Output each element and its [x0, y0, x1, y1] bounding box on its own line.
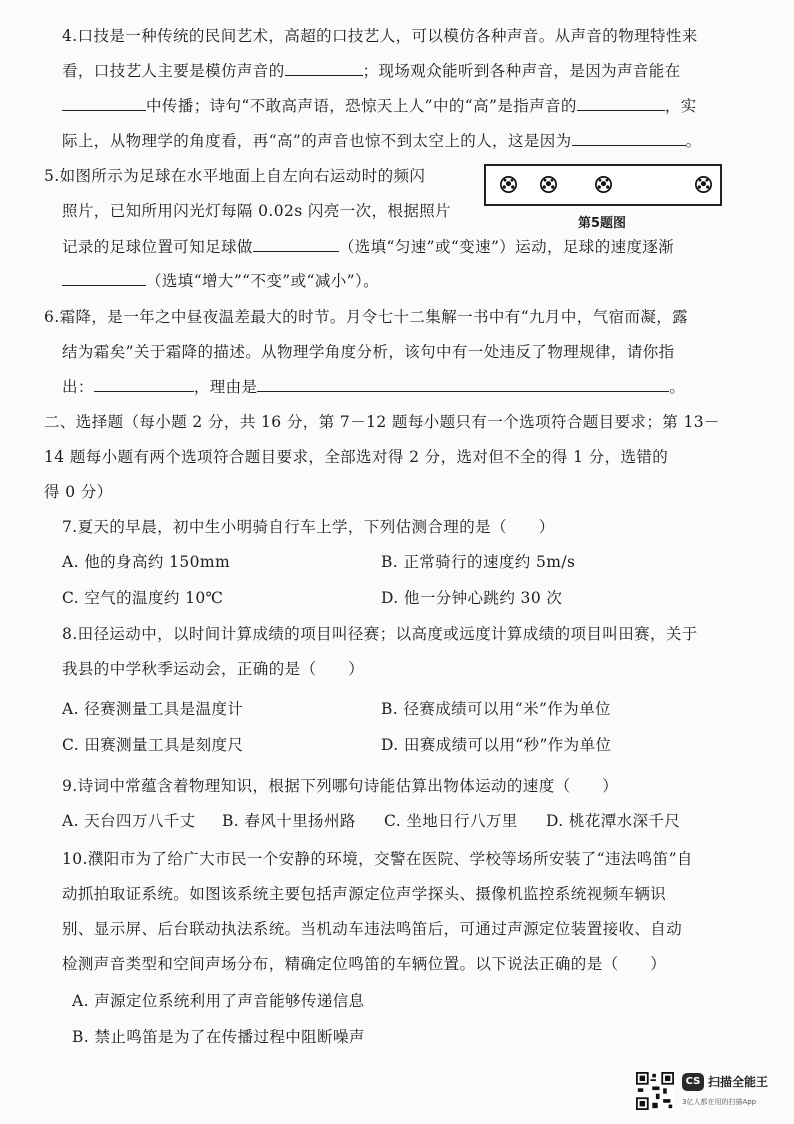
soccer-ball-icon — [500, 176, 517, 193]
q5-text: （选填“匀速”或“变速”）运动，足球的速度逐渐 — [338, 238, 675, 256]
q8-line-1: 8.田径运动中，以时间计算成绩的项目叫径赛；以高度或远度计算成绩的项目叫田赛，关于 — [62, 625, 698, 643]
q8-option-a[interactable]: A. 径赛测量工具是温度计 — [62, 700, 244, 718]
q6-line-1: 6.霜降，是一年之中昼夜温差最大的时节。月令七十二集解一书中有“九月中，气宿而凝，露 — [44, 308, 689, 326]
q10-line-4: 检测声音类型和空间声场分布，精确定位鸣笛的车辆位置。以下说法正确的是（ ） — [62, 955, 667, 973]
soccer-ball-icon — [540, 176, 557, 193]
q6-text: 。 — [669, 378, 686, 396]
q9-option-b[interactable]: B. 春风十里扬州路 — [222, 812, 356, 830]
strobe-photo-figure — [484, 164, 722, 206]
section-2-heading: 二、选择题（每小题 2 分，共 16 分，第 7－12 题每小题只有一个选项符合题目要求；第 13－ — [44, 413, 720, 431]
q4-line-3 — [62, 96, 697, 116]
q9-option-a[interactable]: A. 天台四万八千丈 — [62, 812, 196, 830]
q5-line-2: 照片，已知所用闪光灯每隔 0.02s 闪亮一次，根据照片 — [62, 202, 452, 220]
q4-text: ，实 — [664, 97, 697, 115]
q10-option-b[interactable]: B. 禁止鸣笛是为了在传播过程中阻断噪声 — [72, 1028, 365, 1046]
answer-blank[interactable] — [253, 237, 339, 252]
q6-line-2: 结为霜矣”关于霜降的描述。从物理学角度分析，该句中有一处违反了物理规律，请你指 — [62, 343, 675, 361]
q5-line-3 — [62, 237, 674, 257]
q7-stem: 7.夏天的早晨，初中生小明骑自行车上学，下列估测合理的是（ ） — [62, 518, 555, 536]
section-2-heading: 得 0 分） — [44, 483, 113, 501]
q4-line-4 — [62, 131, 701, 151]
q9-option-c[interactable]: C. 坐地日行八万里 — [384, 812, 518, 830]
q10-line-2: 动抓拍取证系统。如图该系统主要包括声源定位声学探头、摄像机监控系统视频车辆识 — [62, 885, 667, 903]
q5-line-4 — [62, 271, 379, 291]
q10-option-a[interactable]: A. 声源定位系统利用了声音能够传递信息 — [72, 992, 365, 1010]
q9-option-d[interactable]: D. 桃花潭水深千尺 — [546, 812, 681, 830]
answer-blank[interactable] — [62, 96, 146, 111]
q5-text: 记录的足球位置可知足球做 — [62, 238, 253, 256]
answer-blank[interactable] — [577, 96, 665, 111]
answer-blank[interactable] — [257, 377, 669, 392]
answer-blank[interactable] — [62, 271, 146, 286]
q8-option-c[interactable]: C. 田赛测量工具是刻度尺 — [62, 736, 244, 754]
q4-text: ；现场观众能听到各种声音，是因为声音能在 — [362, 62, 681, 80]
watermark-tagline: 3亿人都在用的扫描App — [682, 1098, 757, 1106]
q4-line-1: 4.口技是一种传统的民间艺术，高超的口技艺人，可以模仿各种声音。从声音的物理特性来 — [62, 27, 698, 45]
answer-blank[interactable] — [572, 131, 686, 146]
q7-option-c[interactable]: C. 空气的温度约 10℃ — [62, 589, 224, 607]
watermark-app-name: 扫描全能王 — [708, 1075, 769, 1089]
q8-option-d[interactable]: D. 田赛成绩可以用“秒”作为单位 — [381, 736, 612, 754]
q7-option-d[interactable]: D. 他一分钟心跳约 30 次 — [381, 589, 563, 607]
q4-text: 中传播；诗句“不敢高声语，恐惊天上人”中的“高”是指声音的 — [146, 97, 577, 115]
section-2-heading: 14 题每小题有两个选项符合题目要求，全部选对得 2 分，选对但不全的得 1 分，选错的 — [44, 448, 669, 466]
q8-option-b[interactable]: B. 径赛成绩可以用“米”作为单位 — [381, 700, 611, 718]
figure-caption: 第5题图 — [578, 216, 627, 231]
q4-line-2 — [62, 61, 681, 81]
q5-text: （选填“增大”“不变”或“减小”）。 — [146, 272, 379, 290]
q8-line-2: 我县的中学秋季运动会，正确的是（ ） — [62, 660, 365, 678]
answer-blank[interactable] — [285, 61, 363, 76]
q10-line-1: 10.濮阳市为了给广大市民一个安静的环境，交警在医院、学校等场所安装了“违法鸣笛”自 — [62, 850, 693, 868]
q4-text: 。 — [685, 132, 702, 150]
q6-text: 出： — [62, 378, 94, 396]
qr-code-icon — [636, 1072, 674, 1110]
q4-text: 际上，从物理学的角度看，再“高”的声音也惊不到太空上的人，这是因为 — [62, 132, 572, 150]
q5-line-1: 5.如图所示为足球在水平地面上自左向右运动时的频闪 — [44, 167, 426, 185]
q10-line-3: 别、显示屏、后台联动执法系统。当机动车违法鸣笛后，可通过声源定位装置接收、自动 — [62, 920, 683, 938]
answer-blank[interactable] — [94, 377, 194, 392]
q9-stem: 9.诗词中常蕴含着物理知识，根据下列哪句诗能估算出物体运动的速度（ ） — [62, 777, 619, 795]
cs-logo-icon: CS — [682, 1073, 704, 1091]
soccer-ball-icon — [695, 176, 712, 193]
q6-line-3 — [62, 377, 685, 397]
q4-text: 看，口技艺人主要是模仿声音的 — [62, 62, 285, 80]
q6-text: ，理由是 — [193, 378, 258, 396]
soccer-ball-icon — [595, 176, 612, 193]
q7-option-b[interactable]: B. 正常骑行的速度约 5m/s — [381, 553, 576, 571]
q7-option-a[interactable]: A. 他的身高约 150mm — [62, 553, 231, 571]
